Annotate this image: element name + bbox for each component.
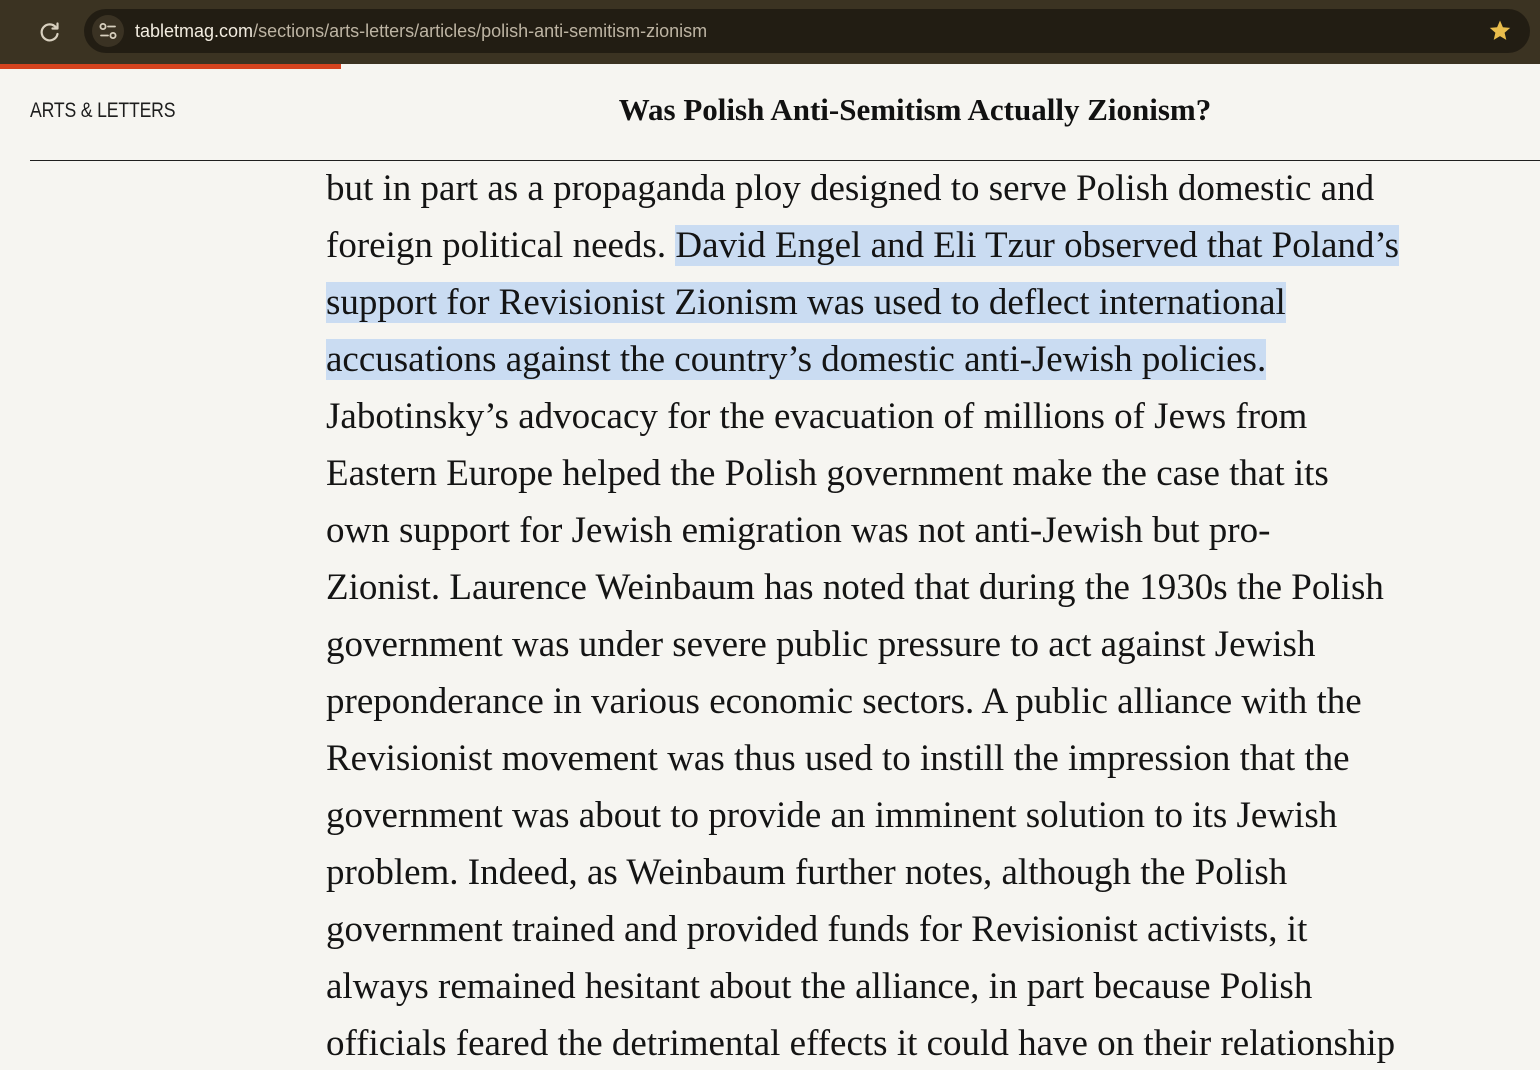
line-text: officials feared the detrimental effects it could have on their relationship [326, 1023, 1396, 1064]
article-line [326, 730, 1350, 787]
highlighted-text: David Engel and Eli Tzur observed that Poland’s [675, 225, 1400, 266]
article-line [326, 844, 1287, 901]
line-text: Revisionist movement was thus used to instill the impression that the [326, 738, 1350, 779]
line-text: preponderance in various economic sectors. A public alliance with the [326, 681, 1362, 722]
article-line [326, 958, 1312, 1015]
article-line [326, 1015, 1395, 1070]
article-line [326, 559, 1384, 616]
line-text: government trained and provided funds for Revisionist activists, it [326, 909, 1308, 950]
url-path: /sections/arts-letters/articles/polish-anti-semitism-zionism [253, 21, 708, 41]
article-line [326, 388, 1307, 445]
site-info-icon[interactable] [92, 15, 124, 47]
address-bar[interactable] [84, 9, 1530, 53]
line-text: foreign political needs. [326, 225, 676, 266]
article-line [326, 274, 1286, 331]
highlighted-text: support for Revisionist Zionism was used to deflect international [326, 282, 1286, 323]
line-text: always remained hesitant about the alliance, in part because Polish [326, 966, 1313, 1007]
article-line [326, 502, 1270, 559]
line-text: Zionist. Laurence Weinbaum has noted that during the 1930s the Polish [326, 567, 1384, 608]
line-text: government was under severe public pressure to act against Jewish [326, 624, 1316, 665]
article-line [326, 901, 1307, 958]
back-arrow-icon[interactable] [0, 20, 8, 44]
line-text: Jabotinsky’s advocacy for the evacuation of millions of Jews from [326, 396, 1308, 437]
reload-icon[interactable] [36, 18, 64, 46]
article-line [326, 217, 1399, 274]
article-line [326, 616, 1315, 673]
article-line [326, 331, 1266, 388]
line-text: government was about to provide an imminent solution to its Jewish [326, 795, 1338, 836]
article-body [326, 160, 1540, 1070]
line-text: but in part as a propaganda ploy designed to serve Polish domestic and [326, 168, 1375, 209]
page-title: Was Polish Anti-Semitism Actually Zionism? [618, 92, 1212, 127]
article-line [326, 787, 1337, 844]
url-text[interactable] [135, 20, 707, 42]
section-label[interactable]: ARTS & LETTERS [30, 99, 176, 122]
url-domain: tabletmag.com [135, 21, 254, 41]
article-line [326, 673, 1362, 730]
bookmark-star-icon[interactable] [1486, 17, 1514, 45]
article-line [326, 445, 1329, 502]
highlighted-text: accusations against the country’s domestic anti-Jewish policies. [326, 339, 1267, 380]
line-text: own support for Jewish emigration was not anti-Jewish but pro- [326, 510, 1271, 551]
page-load-progress-bar [0, 64, 341, 69]
article-line [326, 160, 1374, 217]
line-text: Eastern Europe helped the Polish government make the case that its [326, 453, 1329, 494]
browser-toolbar [0, 0, 1540, 64]
line-text: problem. Indeed, as Weinbaum further notes, although the Polish [326, 852, 1288, 893]
